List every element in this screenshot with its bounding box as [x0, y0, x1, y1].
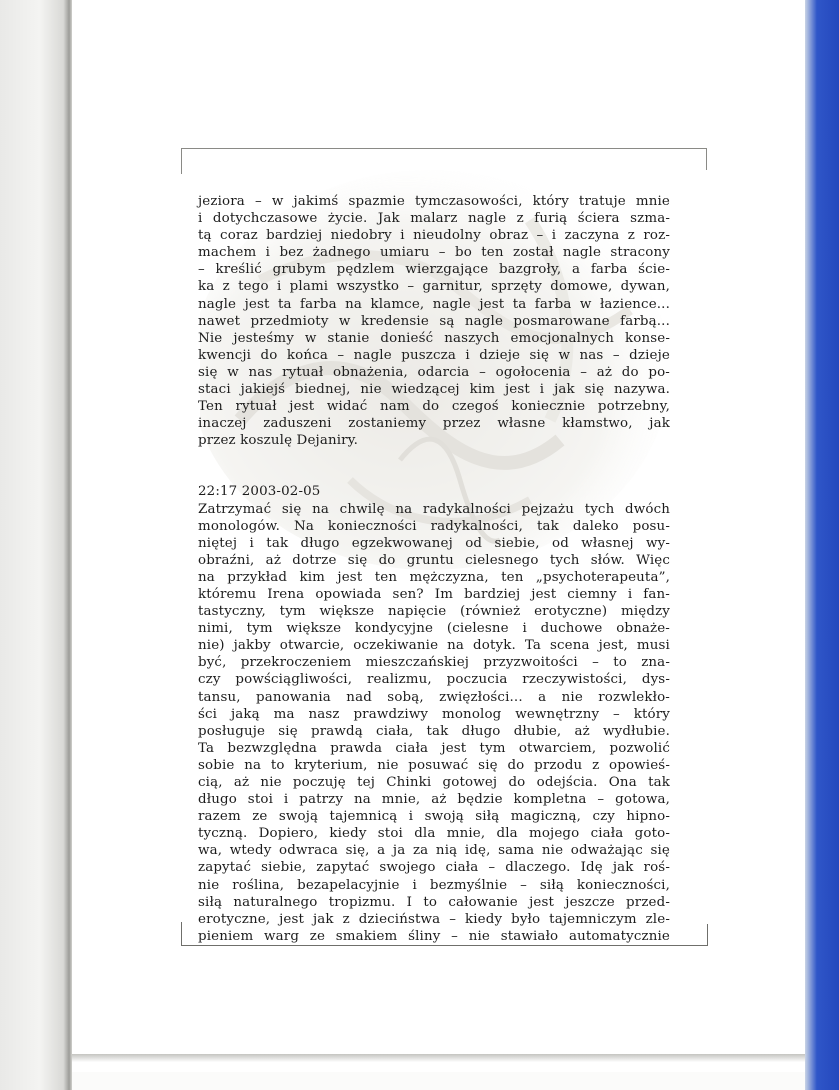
text-line: kwencji do końca – nagle puszcza i dzieje się w nas – dzieje [198, 347, 670, 363]
text-line: razem ze swoją tajemnicą i swoją siłą magiczną, czy hipno- [198, 809, 670, 825]
frame-top-left-corner [181, 148, 182, 174]
body-text [198, 193, 670, 945]
text-line: jeziora – w jakimś spazmie tymczasowości, który tratuje mnie [198, 194, 670, 209]
text-line: siłą naturalnego tropizmu. I to całowanie jest jeszcze przed- [198, 894, 670, 910]
text-line: Nie jesteśmy w stanie donieść naszych emocjonalnych konse- [198, 330, 670, 346]
text-line: czy powściągliwości, realizmu, poczucia rzeczywistości, dys- [198, 672, 670, 688]
text-line: nimi, tym większe kondycyjne (cielesne i duchowe obnaże- [198, 621, 670, 637]
frame-bottom-right-corner [707, 924, 708, 946]
text-line: Ta bezwzględna prawda ciała jest tym otwarciem, pozwolić [198, 740, 670, 756]
text-line: pieniem warg ze smakiem śliny – nie stawiało automatycznie [198, 928, 670, 944]
text-line: nagle jest ta farba na klamce, nagle jest ta farba w łazience... [198, 296, 670, 312]
frame-bottom-line [181, 945, 708, 946]
frame-top-right-corner [706, 148, 707, 170]
text-line: inaczej zaduszeni zostaniemy przez własne kłamstwo, jak [198, 416, 670, 432]
text-line: na przykład kim jest ten mężczyzna, ten „psychoterapeuta”, [198, 569, 670, 585]
page-bottom-edge [72, 1054, 812, 1072]
paragraph-1 [198, 193, 670, 449]
text-line: nie) jakby otwarcie, oczekiwanie na dotyk. Ta scena jest, musi [198, 638, 670, 654]
text-line: Zatrzymać się na chwilę na radykalności pejzażu tych dwóch [198, 501, 670, 517]
frame-top-line [181, 148, 707, 149]
paragraph-2 [198, 501, 670, 945]
text-line: któremu Irena opowiada sen? Im bardziej jest ciemny i fan- [198, 586, 670, 602]
frame-bottom-left-corner [181, 922, 182, 946]
text-line: monologów. Na konieczności radykalności, tak daleko posu- [198, 518, 670, 534]
text-line: niętej i tak długo egzekwowanej od siebie, od własnej wy- [198, 535, 670, 551]
text-line: obraźni, aż dotrze się do gruntu cielesnego tych słów. Więc [198, 552, 670, 568]
text-line: tyczną. Dopiero, kiedy stoi dla mnie, dla mojego ciała goto- [198, 826, 670, 842]
text-line: się w nas rytuał obnażenia, odarcia – ogołocenia – aż do po- [198, 364, 670, 380]
paragraph-gap [198, 449, 670, 483]
text-line: długo stoi i patrzy na mnie, aż będzie kompletna – gotowa, [198, 792, 670, 808]
text-line: i dotychczasowe życie. Jak malarz nagle z furią ściera szma- [198, 211, 670, 227]
booklet-spine [0, 0, 72, 1090]
text-line: ści jaką ma nasz prawdziwy monolog wewnętrzny – który [198, 706, 670, 722]
text-line: tą coraz bardziej niedobry i nieudolny obraz – i zaczyna z roz- [198, 228, 670, 244]
text-line: staci jakiejś biednej, nie wiedzącej kim jest i jak się nazywa. [198, 382, 670, 398]
text-line: tansu, panowania nad sobą, zwięzłości... a nie rozwlekło- [198, 689, 670, 705]
text-line: ka z tego i plami wszystko – garnitur, sprzęty domowe, dywan, [198, 279, 670, 295]
blue-cover-edge [805, 0, 839, 1090]
text-line: przez koszulę Dejaniry. [198, 433, 359, 449]
text-line: sobie na to kryterium, nie posuwać się do przodu z opowieś- [198, 757, 670, 773]
text-line: Ten rytuał jest widać nam do czegoś koniecznie potrzebny, [198, 399, 670, 415]
text-line: wa, wtedy odwraca się, a ja za nią idę, sama nie odważając się [198, 843, 670, 859]
entry-datetime: 22:17 2003-02-05 [198, 484, 321, 500]
text-line: tastyczny, tym większe napięcie (również erotyczne) między [198, 604, 670, 620]
text-line: machem i bez żadnego umiaru – bo ten został nagle stracony [198, 245, 670, 261]
text-line: – kreślić grubym pędzlem wierzgające bazgroły, a farba ście- [198, 262, 670, 278]
text-line: zapytać siebie, zapytać swojego ciała – dlaczego. Idę jak roś- [198, 860, 670, 876]
text-line: erotyczne, jest jak z dzieciństwa – kiedy było tajemniczym zle- [198, 911, 670, 927]
text-line: być, przekroczeniem mieszczańskiej przyzwoitości – to zna- [198, 655, 670, 671]
text-line: posługuje się prawdą ciała, tak długo dłubie, aż wydłubie. [198, 723, 670, 739]
text-line: cią, aż nie poczuję tej Chinki gotowej do odejścia. Ona tak [198, 775, 670, 790]
text-line: nawet przedmioty w kredensie są nagle posmarowane farbą... [198, 313, 670, 329]
text-line: nie roślina, bezapelacyjnie i bezmyślnie – siłą konieczności, [198, 877, 670, 893]
